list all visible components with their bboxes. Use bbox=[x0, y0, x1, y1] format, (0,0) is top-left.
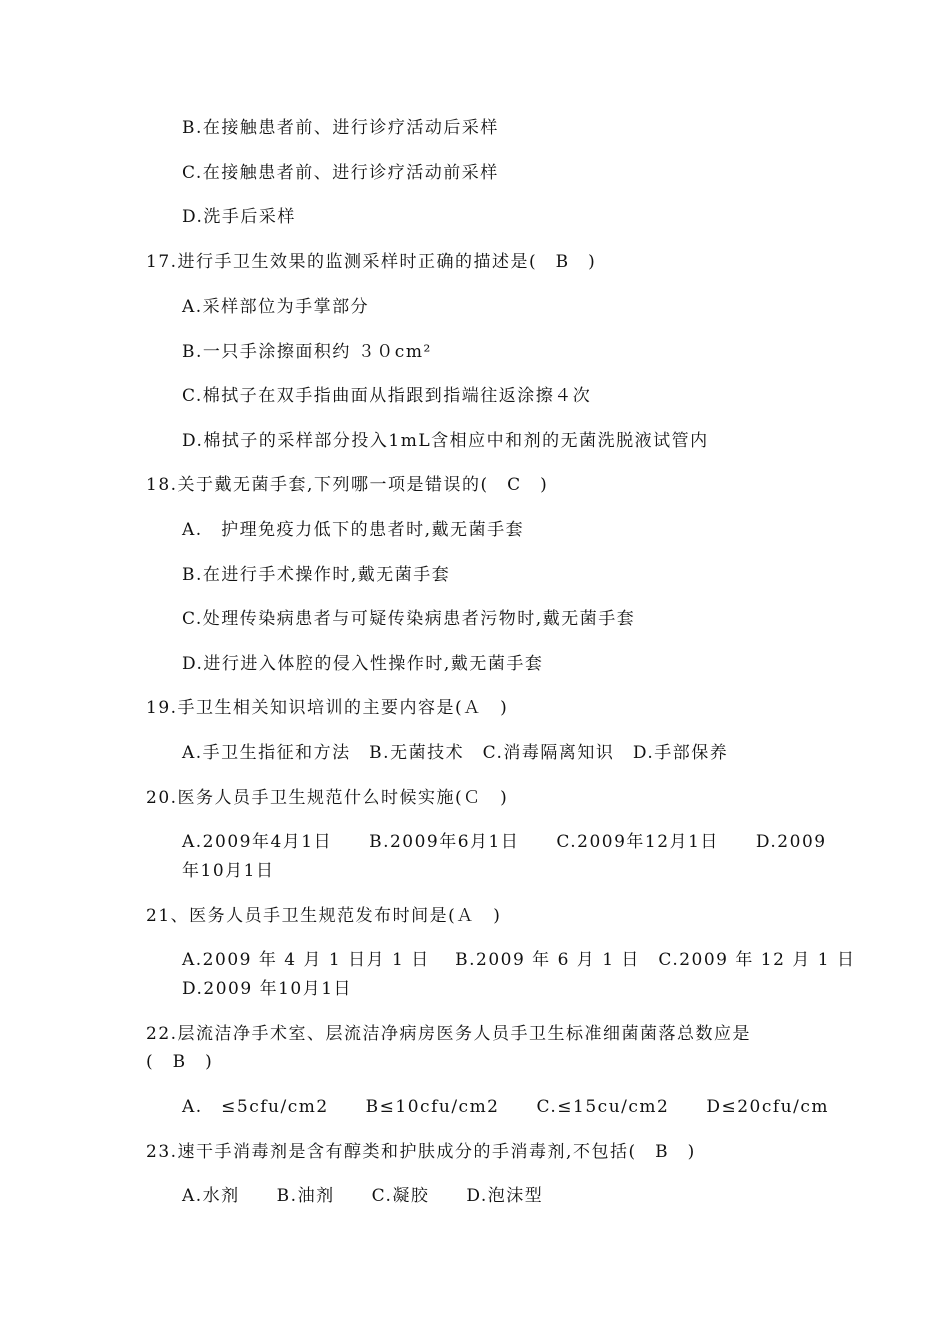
option-line: D.洗手后采样 bbox=[182, 207, 296, 227]
option-line: 年10月1日 bbox=[182, 861, 275, 881]
option-line: A. 护理免疫力低下的患者时,戴无菌手套 bbox=[182, 520, 525, 540]
option-line: B.一只手涂擦面积约 ３０cm² bbox=[182, 342, 432, 362]
option-line: A.水剂 B.油剂 C.凝胶 D.泡沫型 bbox=[182, 1186, 544, 1206]
option-line: A.2009 年 4 月 1 日月 1 日 B.2009 年 6 月 1 日 C.2009 年 12 月 1 日 bbox=[182, 950, 856, 970]
option-line: C.处理传染病患者与可疑传染病患者污物时,戴无菌手套 bbox=[182, 609, 636, 629]
option-line: A.2009年4月1日 B.2009年6月1日 C.2009年12月1日 D.2009 bbox=[182, 832, 827, 852]
question-23: 23.速干手消毒剂是含有醇类和护肤成分的手消毒剂,不包括( B ) bbox=[146, 1142, 696, 1162]
option-line: B.在接触患者前、进行诊疗活动后采样 bbox=[182, 118, 499, 138]
answer-line: ( B ) bbox=[146, 1052, 214, 1072]
question-20: 20.医务人员手卫生规范什么时候实施(Ｃ ) bbox=[146, 788, 509, 808]
option-line: B.在进行手术操作时,戴无菌手套 bbox=[182, 565, 451, 585]
question-18: 18.关于戴无菌手套,下列哪一项是错误的( C ) bbox=[146, 475, 549, 495]
option-line: A.采样部位为手掌部分 bbox=[182, 297, 370, 317]
option-line: A. ≤5cfu/cm2 B≤10cfu/cm2 C.≤15cu/cm2 D≤20cfu/cm bbox=[182, 1097, 829, 1117]
option-line: A.手卫生指征和方法 B.无菌技术 C.消毒隔离知识 D.手部保养 bbox=[182, 743, 729, 763]
question-21: 21、医务人员手卫生规范发布时间是(Ａ ) bbox=[146, 906, 502, 926]
option-line: D.棉拭子的采样部分投入1mL含相应中和剂的无菌洗脱液试管内 bbox=[182, 431, 709, 451]
option-line: D.2009 年10月1日 bbox=[182, 979, 353, 999]
option-line: C.在接触患者前、进行诊疗活动前采样 bbox=[182, 163, 499, 183]
question-19: 19.手卫生相关知识培训的主要内容是(Ａ ) bbox=[146, 698, 509, 718]
question-17: 17.进行手卫生效果的监测采样时正确的描述是( B ) bbox=[146, 252, 597, 272]
question-22: 22.层流洁净手术室、层流洁净病房医务人员手卫生标准细菌菌落总数应是 bbox=[146, 1024, 752, 1044]
option-line: D.进行进入体腔的侵入性操作时,戴无菌手套 bbox=[182, 654, 544, 674]
option-line: C.棉拭子在双手指曲面从指跟到指端往返涂擦４次 bbox=[182, 386, 592, 406]
